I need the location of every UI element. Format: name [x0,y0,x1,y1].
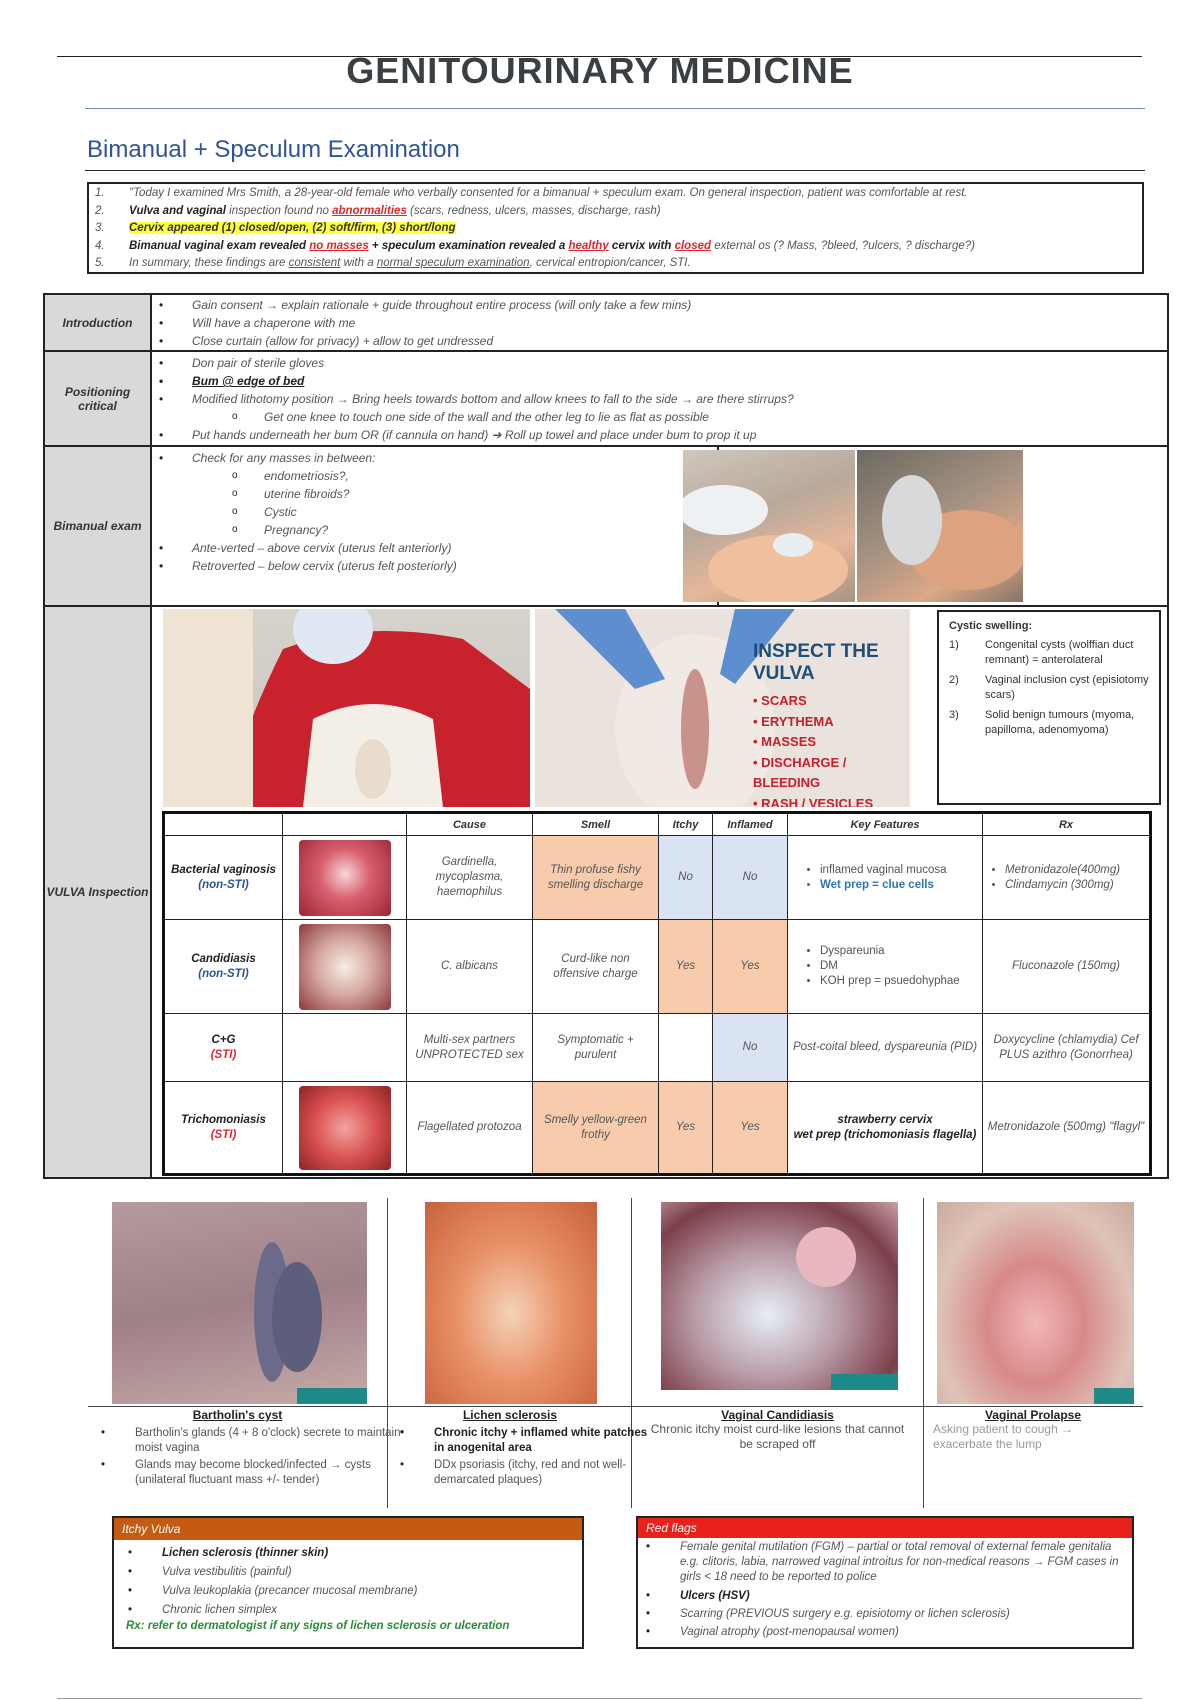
table-cell: C. albicans [407,920,533,1014]
candida-photo-cell [283,920,407,1014]
step-5: 5. In summary, these findings are consistent with a normal speculum examination, cervical entropion/cancer, STI. [95,257,691,269]
list-item: o Get one knee to touch one side of the wall and the other leg to lie as flat as possible [192,408,1167,426]
table-cell: Fluconazole (150mg) [983,920,1149,1014]
list-item: • Will have a chaperone with me [192,314,1167,332]
table-cell: • Metronidazole(400mg) • Clindamycin (300mg) [983,836,1149,920]
list-item: • DDx psoriasis (itchy, red and not well-demarcated plaques) [434,1458,656,1488]
step-4: 4. Bimanual vaginal exam revealed no masses + speculum examination revealed a healthy cervix with closed external os (? Mass, ?bleed, ?ulcers, ? discharge?) [95,239,976,252]
table-cell: • Dyspareunia • DM • KOH prep = psuedohyphae [788,920,983,1014]
table-cell: Yes [659,920,713,1014]
list-item: • Scarring (PREVIOUS surgery e.g. episiotomy or lichen sclerosis) [680,1605,1132,1623]
list-item: 1) Congenital cysts (wolffian duct remnant) = anterolateral [949,639,1134,666]
table-row: Bacterial vaginosis (non-STI) [165,836,283,920]
inspect-item: • RASH / VESICLES [753,795,874,807]
row-label-positioning: Positioning critical [45,352,152,447]
row-positioning [152,352,1167,447]
step-1: 1. "Today I examined Mrs Smith, a 28-year-old female who verbally consented for a bimanual + speculum exam. On general inspection, patient was comfortable at rest. [95,187,968,199]
list-item: • Chronic itchy + inflamed white patches in anogenital area [434,1426,656,1456]
bottom-rule [57,1698,1142,1699]
row-label-bimanual: Bimanual exam [45,447,152,607]
bartholin-image [112,1202,367,1404]
table-cell: Gardinella, mycoplasma, haemophilus [407,836,533,920]
list-item: • Bum @ edge of bed [192,372,1167,390]
list-item: • Don pair of sterile gloves [192,354,1167,372]
list-item: • Chronic lichen simplex [162,1601,582,1620]
list-item: • Ante-verted – above cervix (uterus felt anteriorly) [192,539,672,557]
list-item: 3) Solid benign tumours (myoma, papilloma, adenomyoma) [949,709,1135,736]
page-title: GENITOURINARY MEDICINE [346,50,854,91]
table-header [165,814,283,836]
inspect-vulva-title: INSPECT THE VULVA [753,641,879,684]
table-cell: Yes [659,1082,713,1173]
itchy-vulva-header: Itchy Vulva [114,1518,582,1540]
candida-photo [299,924,391,1010]
bartholin-photo [112,1202,367,1404]
table-cell: No [713,1014,788,1082]
itchy-vulva-rx: Rx: refer to dermatologist if any signs of lichen sclerosis or ulceration [126,1620,510,1632]
lichen-list [396,1426,656,1490]
caption-prolapse: Vaginal Prolapse Asking patient to cough → exacerbate the lump [933,1408,1082,1451]
list-item: o uterine fibroids? [192,485,672,503]
list-item: • Put hands underneath her bum OR (if cannula on hand) ➔ Roll up towel and place under bum to prop it up [192,426,1167,444]
table-cell: Flagellated protozoa [407,1082,533,1173]
inspect-item: • SCARS [753,693,807,708]
inspect-item: • MASSES [753,734,817,749]
row-introduction [152,295,1167,352]
table-cell: No [713,836,788,920]
table-header: Key Features [788,814,983,836]
table-header [283,814,407,836]
table-cell: strawberry cervix wet prep (trichomoniasis flagella) [788,1082,983,1173]
table-cell: Yes [713,1082,788,1173]
table-cell: • inflamed vaginal mucosa • Wet prep = clue cells [788,836,983,920]
table-header: Rx [983,814,1149,836]
list-item: • Ulcers (HSV) [680,1587,1132,1605]
caption-lichen: Lichen sclerosis [462,1408,558,1422]
list-item: • Retroverted – below cervix (uterus felt posteriorly) [192,557,672,575]
table-cell [659,1014,713,1082]
bartholin-list [97,1426,413,1490]
bimanual-photo-1-image [683,450,855,602]
infection-table [162,811,1152,1176]
vulva-model-photo [163,609,530,807]
candidiasis-image [661,1202,898,1390]
list-item: • Vulva leukoplakia (precancer mucosal membrane) [162,1582,582,1601]
red-flags-box [636,1516,1134,1649]
list-item: • Glands may become blocked/infected → cysts (unilateral fluctuant mass +/- tender) [135,1458,413,1488]
inspect-item: • ERYTHEMA [753,713,834,729]
step-2: 2. Vulva and vaginal inspection found no abnormalities (scars, redness, ulcers, masses, discharge, rash) [95,204,661,217]
list-item: • Check for any masses in between: [192,449,672,467]
list-item: • Modified lithotomy position → Bring heels towards bottom and allow knees to fall to the side → are there stirrups? [192,390,1167,408]
vulva-model-image [163,609,530,807]
table-cell: Smelly yellow-green frothy [533,1082,659,1173]
summary-steps-box [87,182,1144,274]
row-label-introduction: Introduction [45,295,152,352]
list-item: • Close curtain (allow for privacy) + allow to get undressed [192,332,1167,350]
cystic-swelling-title: Cystic swelling: [949,620,1033,632]
candidiasis-photo [661,1202,898,1390]
table-cell: Yes [713,920,788,1014]
list-item: • Lichen sclerosis (thinner skin) [162,1544,582,1563]
caption-bartholin: Bartholin's cyst [192,1408,283,1422]
title-rule [85,108,1145,109]
inspect-vulva-list [753,691,910,807]
table-cell: Post-coital bleed, dyspareunia (PID) [788,1014,983,1082]
bimanual-photo-2 [857,450,1023,602]
table-cell: No [659,836,713,920]
list-item: • Bartholin's glands (4 + 8 o'clock) secrete to maintain moist vagina [135,1426,413,1456]
table-header: Inflamed [713,814,788,836]
bimanual-photo-2-image [857,450,1023,602]
table-header: Itchy [659,814,713,836]
list-item: o endometriosis?, [192,467,672,485]
inspect-item: • DISCHARGE / BLEEDING [753,754,847,790]
bv-photo-cell [283,836,407,920]
prolapse-photo [937,1202,1134,1404]
column-divider [923,1198,924,1508]
bimanual-photo-1 [683,450,855,602]
list-item: • Gain consent → explain rationale + guide throughout entire process (will only take a few mins) [192,296,1167,314]
table-cell: Doxycycline (chlamydia) Cef PLUS azithro (Gonorrhea) [983,1014,1149,1082]
list-item: o Pregnancy? [192,521,672,539]
caption-candidiasis: Vaginal Candidiasis Chronic itchy moist curd-like lesions that cannot be scraped off [650,1408,905,1451]
step-3: 3. Cervix appeared (1) closed/open, (2) soft/firm, (3) short/long [95,222,456,234]
caption-rule [88,1406,1143,1407]
section-subtitle: Bimanual + Speculum Examination [87,136,460,163]
table-header: Smell [533,814,659,836]
list-item: 2) Vaginal inclusion cyst (episiotomy scars) [949,674,1149,701]
list-item: o Cystic [192,503,672,521]
list-item: • Vaginal atrophy (post-menopausal women) [680,1623,1132,1641]
trich-photo [299,1086,391,1170]
prolapse-image [937,1202,1134,1404]
table-cell: Curd-like non offensive charge [533,920,659,1014]
table-cell: Metronidazole (500mg) "flagyl" [987,1121,1145,1133]
cystic-swelling-box [937,610,1161,805]
table-row: C+G (STI) [165,1014,283,1082]
table-cell: Symptomatic + purulent [533,1014,659,1082]
trich-photo-cell [283,1082,407,1173]
subtitle-rule [85,170,1145,171]
list-item: • Female genital mutilation (FGM) – partial or total removal of external female genitalia e.g. clitoris, labia, narrowed vaginal introitus for non-medical reasons → FGM cases in girls < 18 need to be reported to police [680,1540,1132,1585]
table-row: Candidiasis (non-STI) [165,920,283,1014]
lichen-photo [425,1202,597,1404]
row-label-vulva: VULVA Inspection [45,607,152,1177]
table-header: Cause [407,814,533,836]
inspect-vulva-photo [535,609,910,807]
table-row: Trichomoniasis (STI) [165,1082,283,1173]
table-cell: Thin profuse fishy smelling discharge [533,836,659,920]
list-item: • Vulva vestibulitis (painful) [162,1563,582,1582]
red-flags-header: Red flags [638,1518,1132,1538]
table-cell [283,1014,407,1082]
itchy-vulva-box [112,1516,584,1649]
table-cell: Multi-sex partners UNPROTECTED sex [407,1014,533,1082]
bv-photo [299,840,391,916]
